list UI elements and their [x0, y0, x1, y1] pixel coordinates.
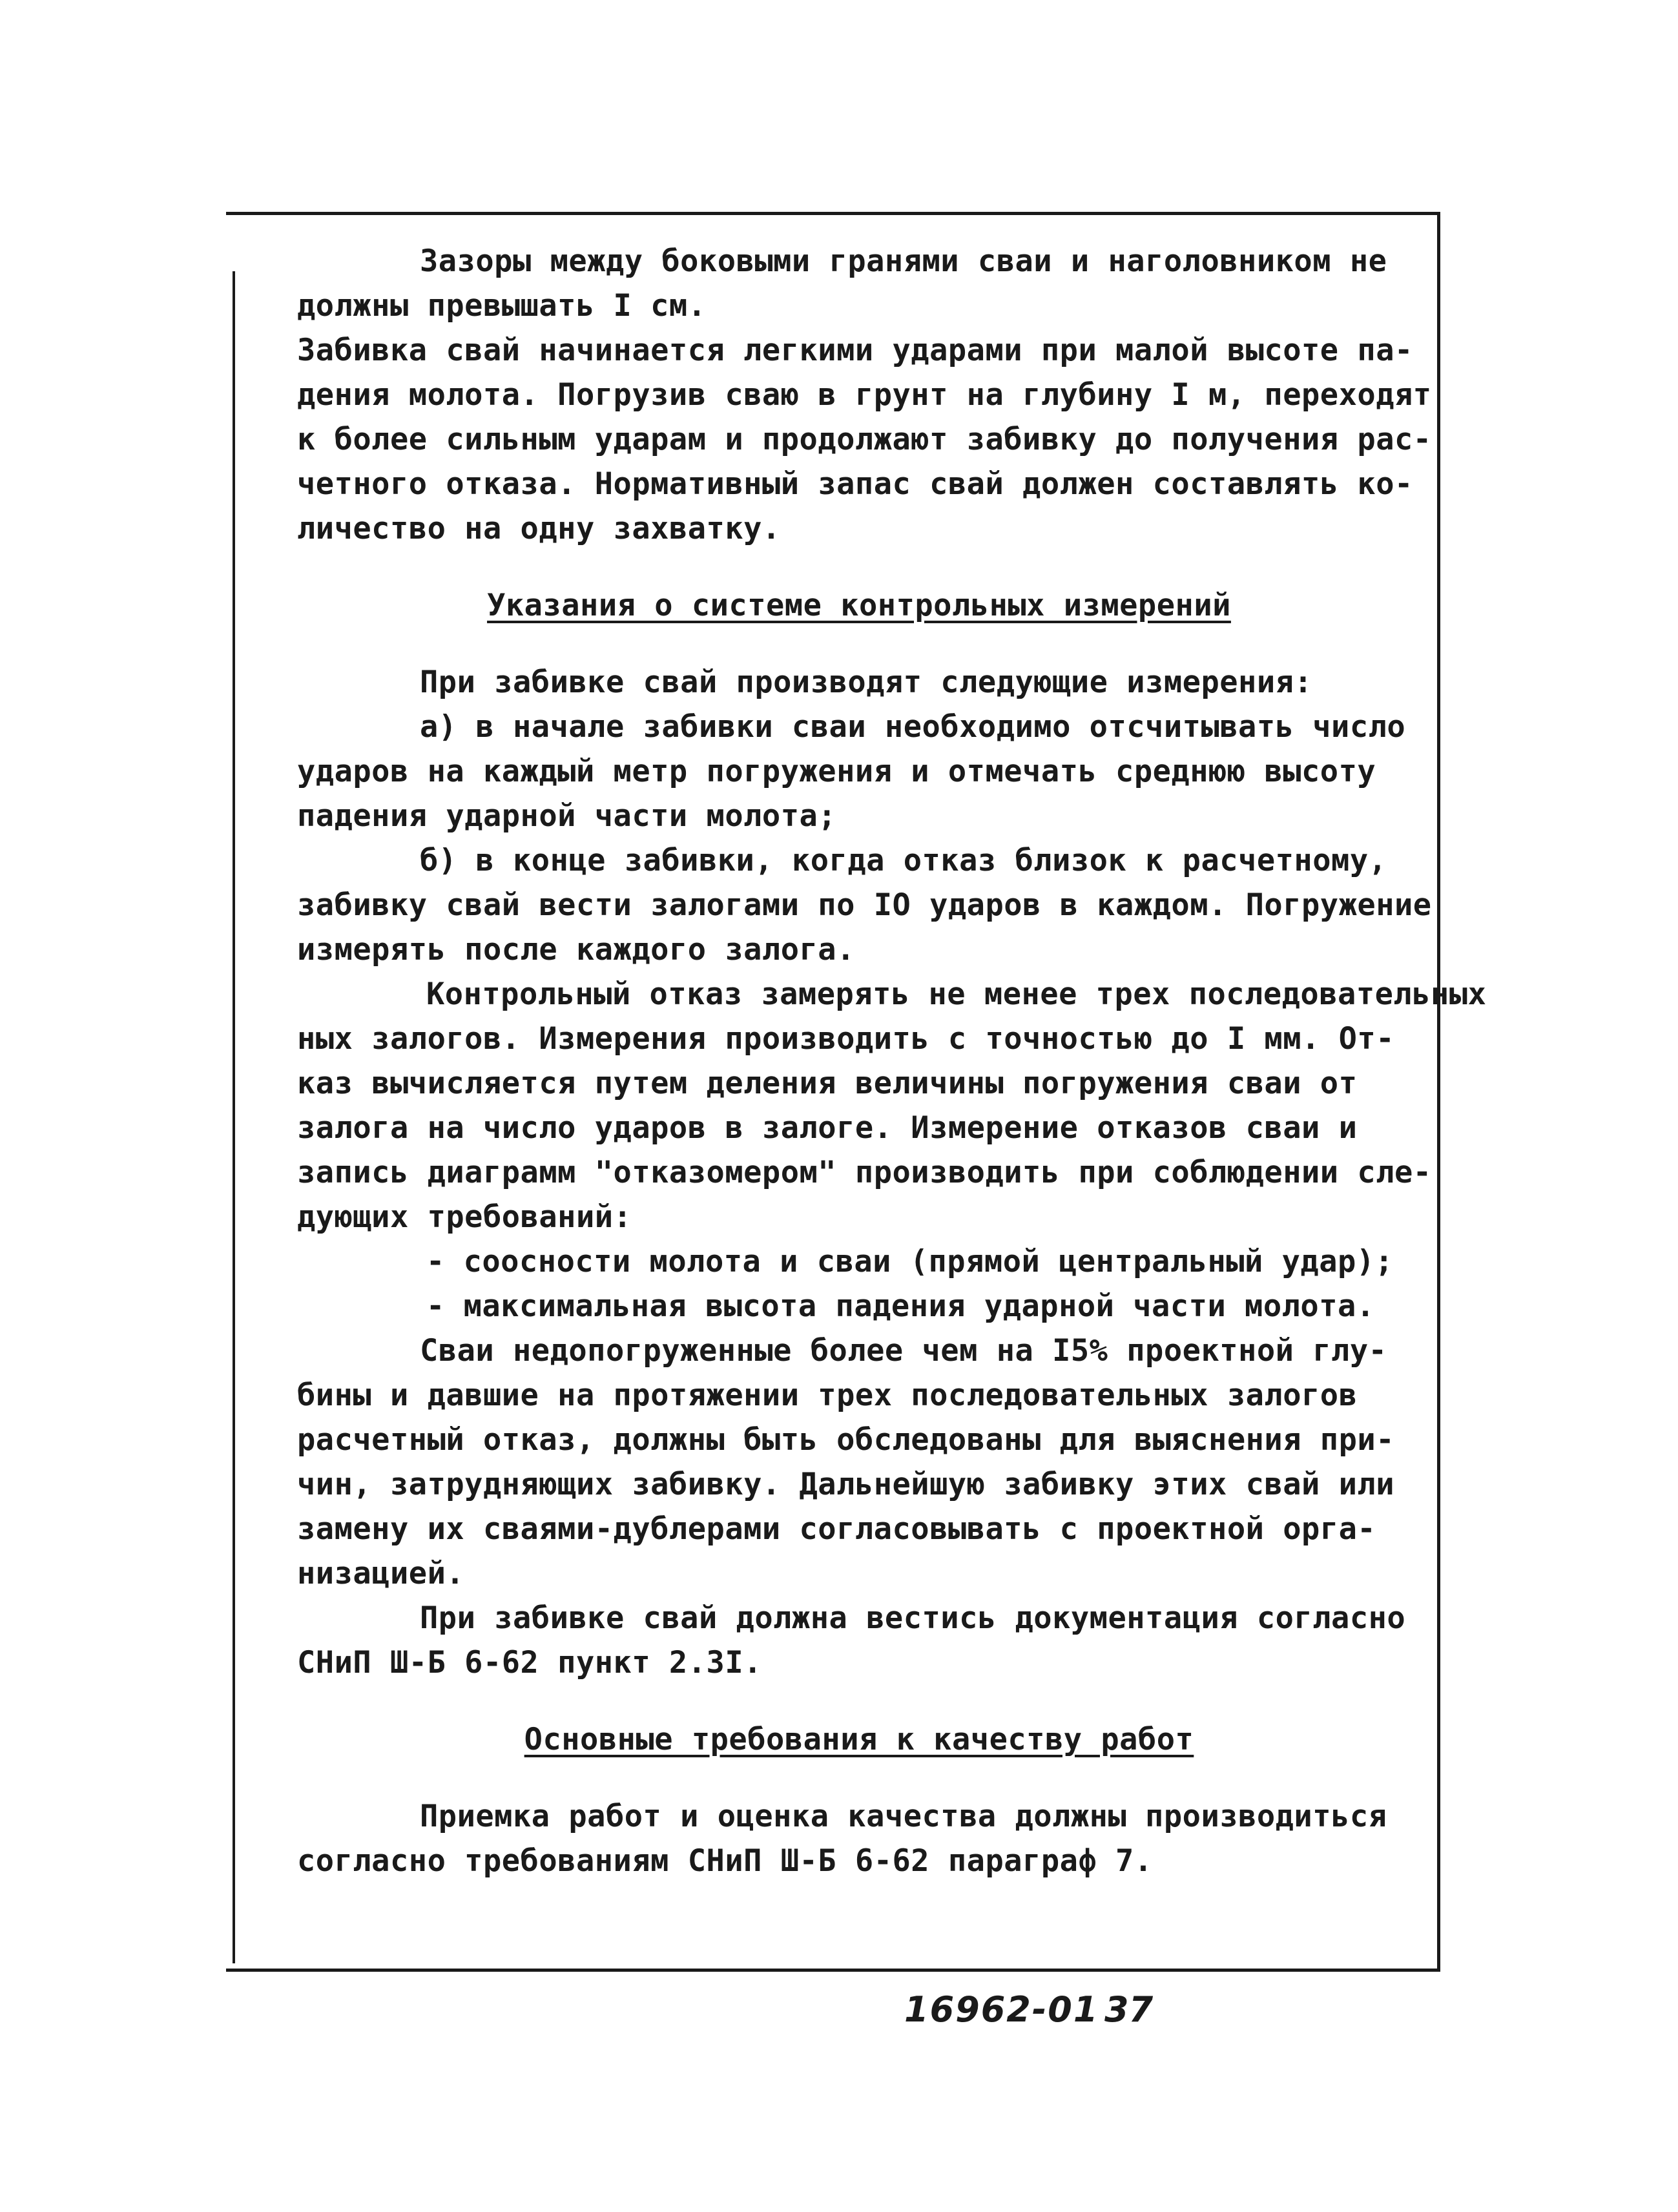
text-line: ударов на каждый метр погружения и отмечать среднюю высоту	[297, 754, 1376, 789]
text-line: Сваи недопогруженные более чем на I5% проектной глу-	[420, 1333, 1387, 1369]
text-line: При забивке свай должна вестись документация согласно	[420, 1600, 1406, 1636]
page-frame-left-border	[233, 271, 235, 1963]
text-line: низацией.	[297, 1556, 465, 1591]
text-line: должны превышать I см.	[297, 288, 707, 324]
text-line: дения молота. Погрузив сваю в грунт на глубину I м, переходят	[297, 377, 1432, 413]
text-line: При забивке свай производят следующие измерения:	[420, 665, 1313, 700]
text-line: четного отказа. Нормативный запас свай должен составлять ко-	[297, 466, 1413, 502]
text-line: Контрольный отказ замерять не менее трех последовательных	[426, 977, 1487, 1012]
text-line: ных залогов. Измерения производить с точностью до I мм. От-	[297, 1021, 1394, 1057]
text-line: дующих требований:	[297, 1199, 632, 1235]
text-line: бины и давшие на протяжении трех последовательных залогов	[297, 1378, 1358, 1413]
text-line: чин, затрудняющих забивку. Дальнейшую забивку этих свай или	[297, 1467, 1394, 1502]
text-line: - максимальная высота падения ударной части молота.	[426, 1288, 1375, 1324]
text-line: запись диаграмм "отказомером" производить при соблюдении сле-	[297, 1155, 1432, 1190]
document-code: 16962-01	[904, 1989, 1099, 2030]
section-heading-measurements: Указания о системе контрольных измерений	[487, 588, 1231, 623]
text-line: личество на одну захватку.	[297, 511, 781, 546]
text-line: - соосности молота и сваи (прямой центральный удар);	[426, 1244, 1394, 1279]
text-line: Зазоры между боковыми гранями сваи и наголовником не	[420, 243, 1387, 279]
text-line: б) в конце забивки, когда отказ близок к расчетному,	[420, 843, 1387, 878]
section-heading-quality: Основные требования к качеству работ	[524, 1722, 1194, 1757]
text-line: расчетный отказ, должны быть обследованы для выяснения при-	[297, 1422, 1394, 1458]
text-line: забивку свай вести залогами по IO ударов в каждом. Погружение	[297, 887, 1432, 923]
text-line: измерять после каждого залога.	[297, 932, 855, 967]
text-line: СНиП Ш-Б 6-62 пункт 2.3I.	[297, 1645, 762, 1680]
page-number: 37	[1104, 1989, 1154, 2030]
text-line: залога на число ударов в залоге. Измерение отказов сваи и	[297, 1110, 1358, 1146]
document-body	[297, 239, 1487, 1883]
text-line: а) в начале забивки сваи необходимо отсчитывать число	[420, 709, 1406, 745]
text-line: падения ударной части молота;	[297, 798, 837, 834]
text-line: согласно требованиям СНиП Ш-Б 6-62 параграф 7.	[297, 1843, 1153, 1879]
text-line: к более сильным ударам и продолжают забивку до получения рас-	[297, 422, 1432, 457]
text-line: Забивка свай начинается легкими ударами при малой высоте па-	[297, 333, 1413, 368]
text-line: Приемка работ и оценка качества должны производиться	[420, 1799, 1387, 1834]
text-line: замену их сваями-дублерами согласовывать с проектной орга-	[297, 1511, 1376, 1547]
text-line: каз вычисляется путем деления величины погружения сваи от	[297, 1066, 1358, 1101]
